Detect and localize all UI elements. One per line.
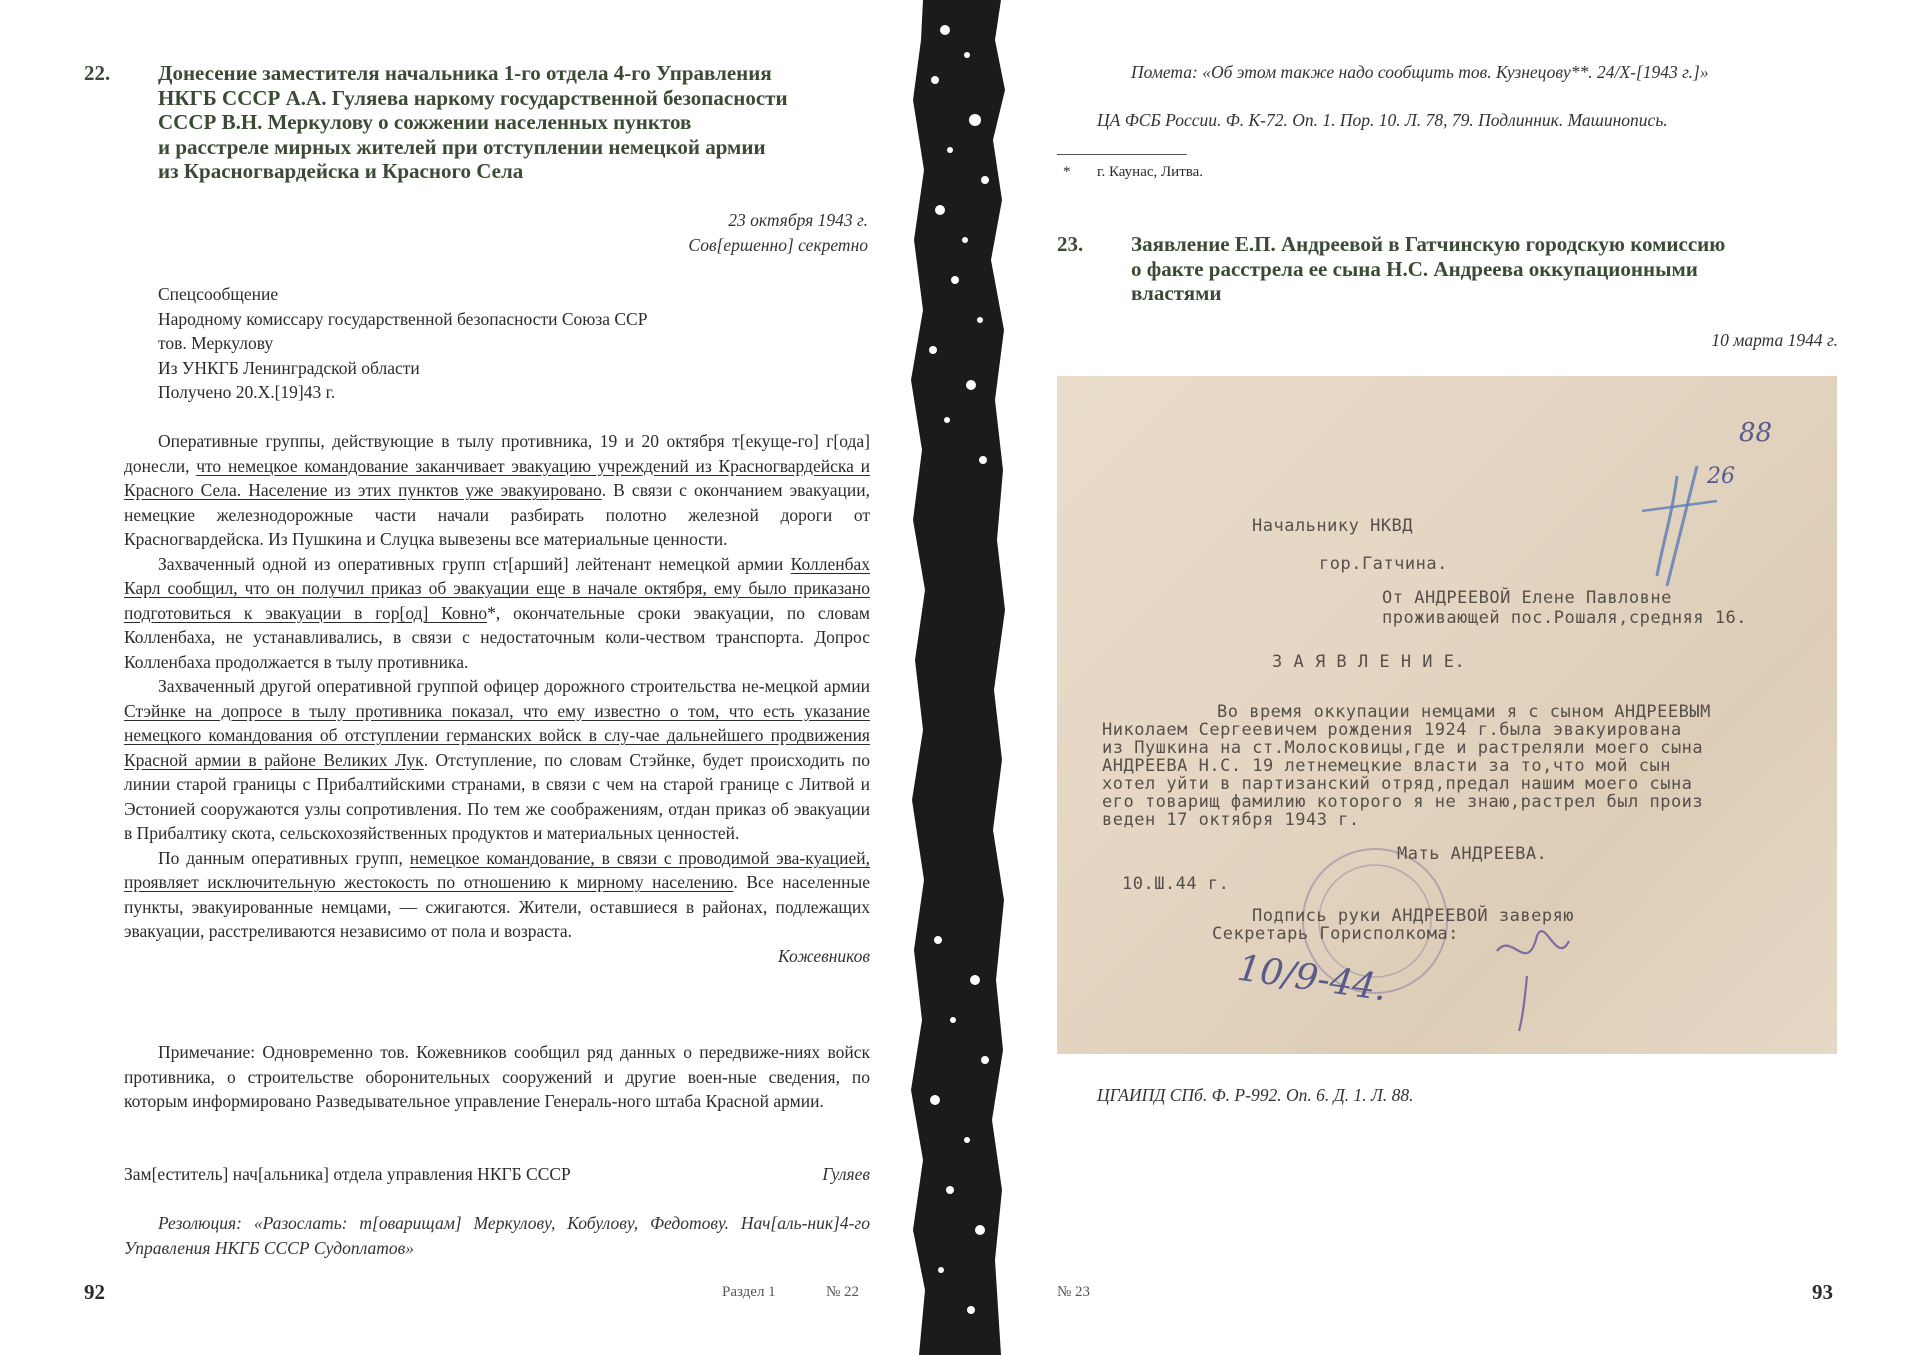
scan-certification: Подпись руки АНДРЕЕВОЙ заверяю xyxy=(1252,906,1575,926)
handwritten-number-top: 88 xyxy=(1739,418,1773,448)
footnote-marker: * xyxy=(1063,164,1071,180)
document-date: 23 октября 1943 г. xyxy=(728,210,868,230)
signature-gulyaev: Гуляев xyxy=(822,1164,870,1184)
document-number: 23. xyxy=(1057,232,1084,256)
scan-signature-mother: Мать АНДРЕЕВА. xyxy=(1397,844,1548,864)
scan-from: От АНДРЕЕВОЙ Елене Павловне xyxy=(1382,588,1672,608)
title-line: СССР В.Н. Меркулову о сожжении населенных пунктов xyxy=(158,110,692,134)
title-line: НКГБ СССР А.А. Гуляева наркому государственной безопасности xyxy=(158,85,788,110)
left-page xyxy=(0,0,905,1355)
footer-section: Раздел 1 xyxy=(722,1284,776,1300)
handwritten-number-mid: 26 xyxy=(1707,464,1735,489)
footnote-text: г. Каунас, Литва. xyxy=(1097,164,1204,180)
scan-body-line: веден 17 октября 1943 г. xyxy=(1102,810,1360,830)
scan-addressee: Начальнику НКВД xyxy=(1252,516,1414,536)
address-block xyxy=(158,282,858,405)
title-line: о факте расстрела ее сына Н.С. Андреева оккупационными xyxy=(1131,256,1698,281)
document-title xyxy=(1131,232,1851,306)
signature-kozhevnikov: Кожевников xyxy=(778,945,870,966)
scan-body-line: его товарищ фамилию которого я не знаю,растрел был произ xyxy=(1102,792,1704,812)
note-block xyxy=(124,1040,870,1114)
scan-heading: З А Я В Л Е Н И Е. xyxy=(1272,652,1466,672)
footer-doc-number: № 22 xyxy=(826,1284,860,1300)
document-title xyxy=(158,61,868,184)
title-line: Донесение заместителя начальника 1-го отдела 4-го Управления xyxy=(158,61,772,85)
document-number: 22. xyxy=(84,61,111,85)
report-body xyxy=(124,429,870,968)
resolution-block xyxy=(124,1211,870,1260)
book-spine-decoration xyxy=(905,0,1015,1355)
scan-body-line: Во время оккупации немцами я с сыном АНДРЕЕВЫМ xyxy=(1217,702,1711,722)
paragraph: По данным оперативных групп, немецкое командование, в связи с проводимой эва-куацией, проявляет исключительную жестокость по отношению к мирному населению. Все населенные пункты, эвакуированные немцами, — сжигаются. Жители, оставшиеся в районах, подлежащих эвакуации, расстреливаются независимо от пола и возраста. xyxy=(124,847,870,941)
paragraph: Оперативные группы, действующие в тылу противника, 19 и 20 октября т[екуще-го] г[ода] донесли, что немецкое командование заканчивает эвакуацию учреждений из Красногвардейска и Красного Села. Население из этих пунктов уже эвакуировано. В связи с окончанием эвакуации, немецкие железнодорожные части начали разбирать полотно железной дороги от Красногвардейска. Из Пушкина и Слуцка вывезены все материальные ценности. xyxy=(124,431,870,549)
address-line: Спецсообщение xyxy=(158,284,279,304)
archival-document-scan xyxy=(1057,376,1837,1054)
resolution: Резолюция: «Разослать: т[оварищам] Меркулову, Кобулову, Федотову. Нач[аль-ник]4-го Управления НКГБ СССР Судоплатов» xyxy=(124,1213,870,1258)
classification: Сов[ершенно] секретно xyxy=(688,234,868,255)
document-date: 10 марта 1944 г. xyxy=(1711,330,1838,350)
address-line: Из УНКГБ Ленинградской области xyxy=(158,357,420,378)
page-number-left: 92 xyxy=(84,1280,105,1304)
address-line: Получено 20.X.[19]43 г. xyxy=(158,382,336,402)
address-line: Народному комиссару государственной безопасности Союза ССР xyxy=(158,308,648,329)
note-paragraph: Примечание: Одновременно тов. Кожевников сообщил ряд данных о передвиже-ниях войск противника, о строительстве оборонительных сооружений и другие воен-ные сведения, по которым информировано Разведывательное управление Генераль-ного штаба Красной армии. xyxy=(124,1042,870,1111)
deputy-title: Зам[еститель] нач[альника] отдела управления НКГБ СССР xyxy=(124,1164,571,1184)
scan-secretary: Секретарь Горисполкома: xyxy=(1212,924,1459,944)
scan-body-line: из Пушкина на ст.Молосковицы,где и растреляли моего сына xyxy=(1102,738,1704,758)
resolution-mark: Помета: «Об этом также надо сообщить тов. Кузнецову**. 24/X-[1943 г.]» xyxy=(1131,62,1709,82)
footer-doc-number: № 23 xyxy=(1057,1284,1091,1300)
page-number-right: 93 xyxy=(1812,1280,1833,1304)
handwritten-date: 10/9-44. xyxy=(1234,947,1390,1010)
title-line: из Красногвардейска и Красного Села xyxy=(158,159,524,183)
archive-citation-1: ЦА ФСБ России. Ф. К-72. Оп. 1. Пор. 10. Л. 78, 79. Подлинник. Машинопись. xyxy=(1097,110,1668,130)
title-line: Заявление Е.П. Андреевой в Гатчинскую городскую комиссию xyxy=(1131,232,1726,256)
scan-body-line: Николаем Сергеевичем рождения 1924 г.была эвакуирована xyxy=(1102,720,1682,740)
deputy-line xyxy=(124,1162,870,1187)
address-line: тов. Меркулову xyxy=(158,333,274,353)
scan-body-line: АНДРЕЕВА Н.С. 19 летнемецкие власти за то,что мой сын xyxy=(1102,756,1671,776)
document-date-block xyxy=(368,208,868,257)
footnote-rule xyxy=(1057,154,1187,155)
paragraph: Захваченный другой оперативной группой офицер дорожного строительства не-мецкой армии Стэйнке на допросе в тылу противника показал, что ему известно о том, что есть указание немецкого командования об отступлении германских войск в слу-чае дальнейшего продвижения Красной армии в районе Великих Лук. Отступление, по словам Стэйнке, будет происходить по линии старой границы с Прибалтийскими странами, в связи с чем на старой границе с Литвой и Эстонией сооружаются узлы сопротивления. По тем же соображениям, отдан приказ об эвакуации в Прибалтику скота, сельскохозяйственных продуктов и материальных ценностей. xyxy=(124,676,870,843)
scan-residence: проживающей пос.Рошаля,средняя 16. xyxy=(1382,608,1747,628)
scan-body-line: хотел уйти в партизанский отряд,предал нашим моего сына xyxy=(1102,774,1693,794)
paragraph: Захваченный одной из оперативных групп ст[арший] лейтенант немецкой армии Колленбах Карл сообщил, что он получил приказ об эвакуации еще в начале октября, ему было приказано подготовиться к эвакуации в гор[од] Ковно*, окончательные сроки эвакуации, по словам Колленбаха, не устанавливались, в связи с недостаточным коли-чеством транспорта. Допрос Колленбаха продолжается в тылу противника. xyxy=(124,553,870,672)
archive-citation-2: ЦГАИПД СПб. Ф. Р-992. Оп. 6. Д. 1. Л. 88. xyxy=(1097,1085,1414,1105)
title-line: властями xyxy=(1131,281,1222,305)
scan-date: 10.Ш.44 г. xyxy=(1122,874,1230,894)
scan-city: гор.Гатчина. xyxy=(1319,554,1448,574)
title-line: и расстреле мирных жителей при отступлении немецкой армии xyxy=(158,134,766,159)
